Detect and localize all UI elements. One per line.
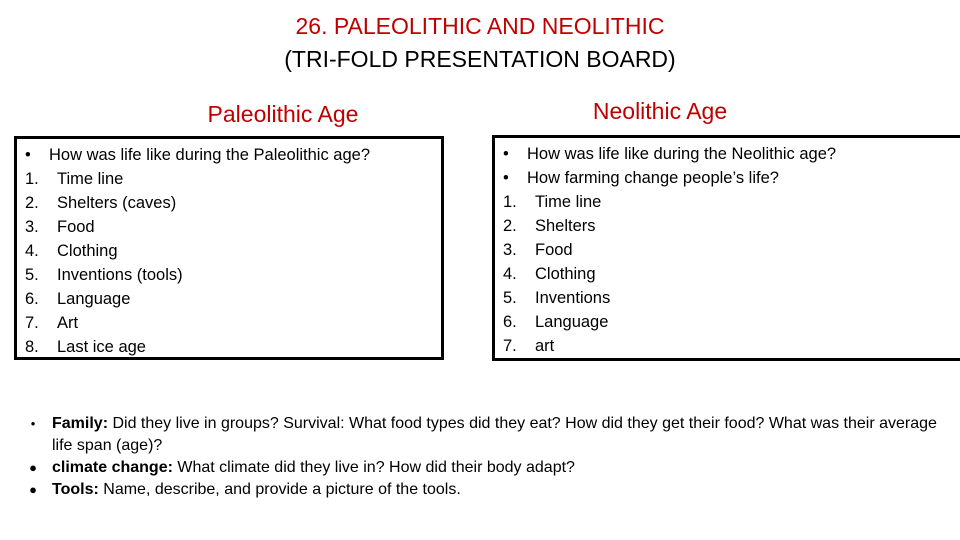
list-item <box>503 166 952 190</box>
list-item-text: Language <box>535 313 609 331</box>
bullet: • <box>503 169 509 187</box>
list-item: 8. Last ice age <box>25 335 433 359</box>
list-item <box>503 142 952 166</box>
bullet: • <box>25 146 31 164</box>
list-item-text: Art <box>57 314 79 332</box>
list-item-text: Shelters <box>535 217 596 235</box>
list-item: 6. Language <box>25 287 433 311</box>
list-item: 7. Art <box>25 311 433 335</box>
list-item-text: Last ice age <box>57 338 146 356</box>
list-item: 5. Inventions <box>503 286 952 310</box>
list-item-text: Food <box>535 241 573 259</box>
list-item-text: Clothing <box>535 265 596 283</box>
note-label: Family: <box>52 415 109 432</box>
list-item-text: Food <box>57 218 95 236</box>
list-item-text: Inventions <box>535 289 611 307</box>
note-text: What climate did they live in? How did their body adapt? <box>172 459 575 476</box>
list-item: 3. Food <box>503 238 952 262</box>
title-line-1: 26. PALEOLITHIC AND NEOLITHIC <box>295 13 665 39</box>
neolithic-box <box>492 135 960 361</box>
note-text: Did they live in groups? Survival: What food types did they eat? How did they get their food? What was their average life span (age)? <box>52 415 937 454</box>
list-item-text: Time line <box>57 170 124 188</box>
note-label: Tools: <box>52 481 99 498</box>
bullet: • <box>30 416 36 431</box>
list-item <box>25 143 433 167</box>
note-label: climate change: <box>52 459 173 476</box>
list-item-text: Language <box>57 290 131 308</box>
neolithic-question: How was life like during the Neolithic age? <box>527 145 837 163</box>
list-item: 2. Shelters (caves) <box>25 191 433 215</box>
list-item: 2. Shelters <box>503 214 952 238</box>
list-item: 7. art <box>503 334 952 358</box>
paleolithic-heading: Paleolithic Age <box>207 101 359 127</box>
list-item: 5. Inventions (tools) <box>25 263 433 287</box>
paleolithic-box <box>14 136 444 360</box>
list-item <box>14 413 949 457</box>
list-item-text: Inventions (tools) <box>57 266 183 284</box>
list-item: 1. Time line <box>503 190 952 214</box>
list-item-text: Shelters (caves) <box>57 194 177 212</box>
list-item: 4. Clothing <box>25 239 433 263</box>
bullet: • <box>503 145 509 163</box>
title-line-2: (TRI-FOLD PRESENTATION BOARD) <box>284 46 676 72</box>
list-item <box>14 457 949 479</box>
list-item <box>14 479 949 501</box>
neolithic-heading: Neolithic Age <box>592 98 728 124</box>
bullet: ● <box>29 460 37 475</box>
list-item: 1. Time line <box>25 167 433 191</box>
paleolithic-question: How was life like during the Paleolithic age? <box>49 146 371 164</box>
list-item: 4. Clothing <box>503 262 952 286</box>
requirements-list <box>14 413 949 501</box>
list-item: 6. Language <box>503 310 952 334</box>
list-item-text: art <box>535 337 555 355</box>
neolithic-question: How farming change people’s life? <box>527 169 779 187</box>
list-item-text: Time line <box>535 193 602 211</box>
page-title <box>0 10 960 76</box>
note-text: Name, describe, and provide a picture of the tools. <box>98 481 461 498</box>
bullet: ● <box>29 482 37 497</box>
list-item-text: Clothing <box>57 242 118 260</box>
list-item: 3. Food <box>25 215 433 239</box>
